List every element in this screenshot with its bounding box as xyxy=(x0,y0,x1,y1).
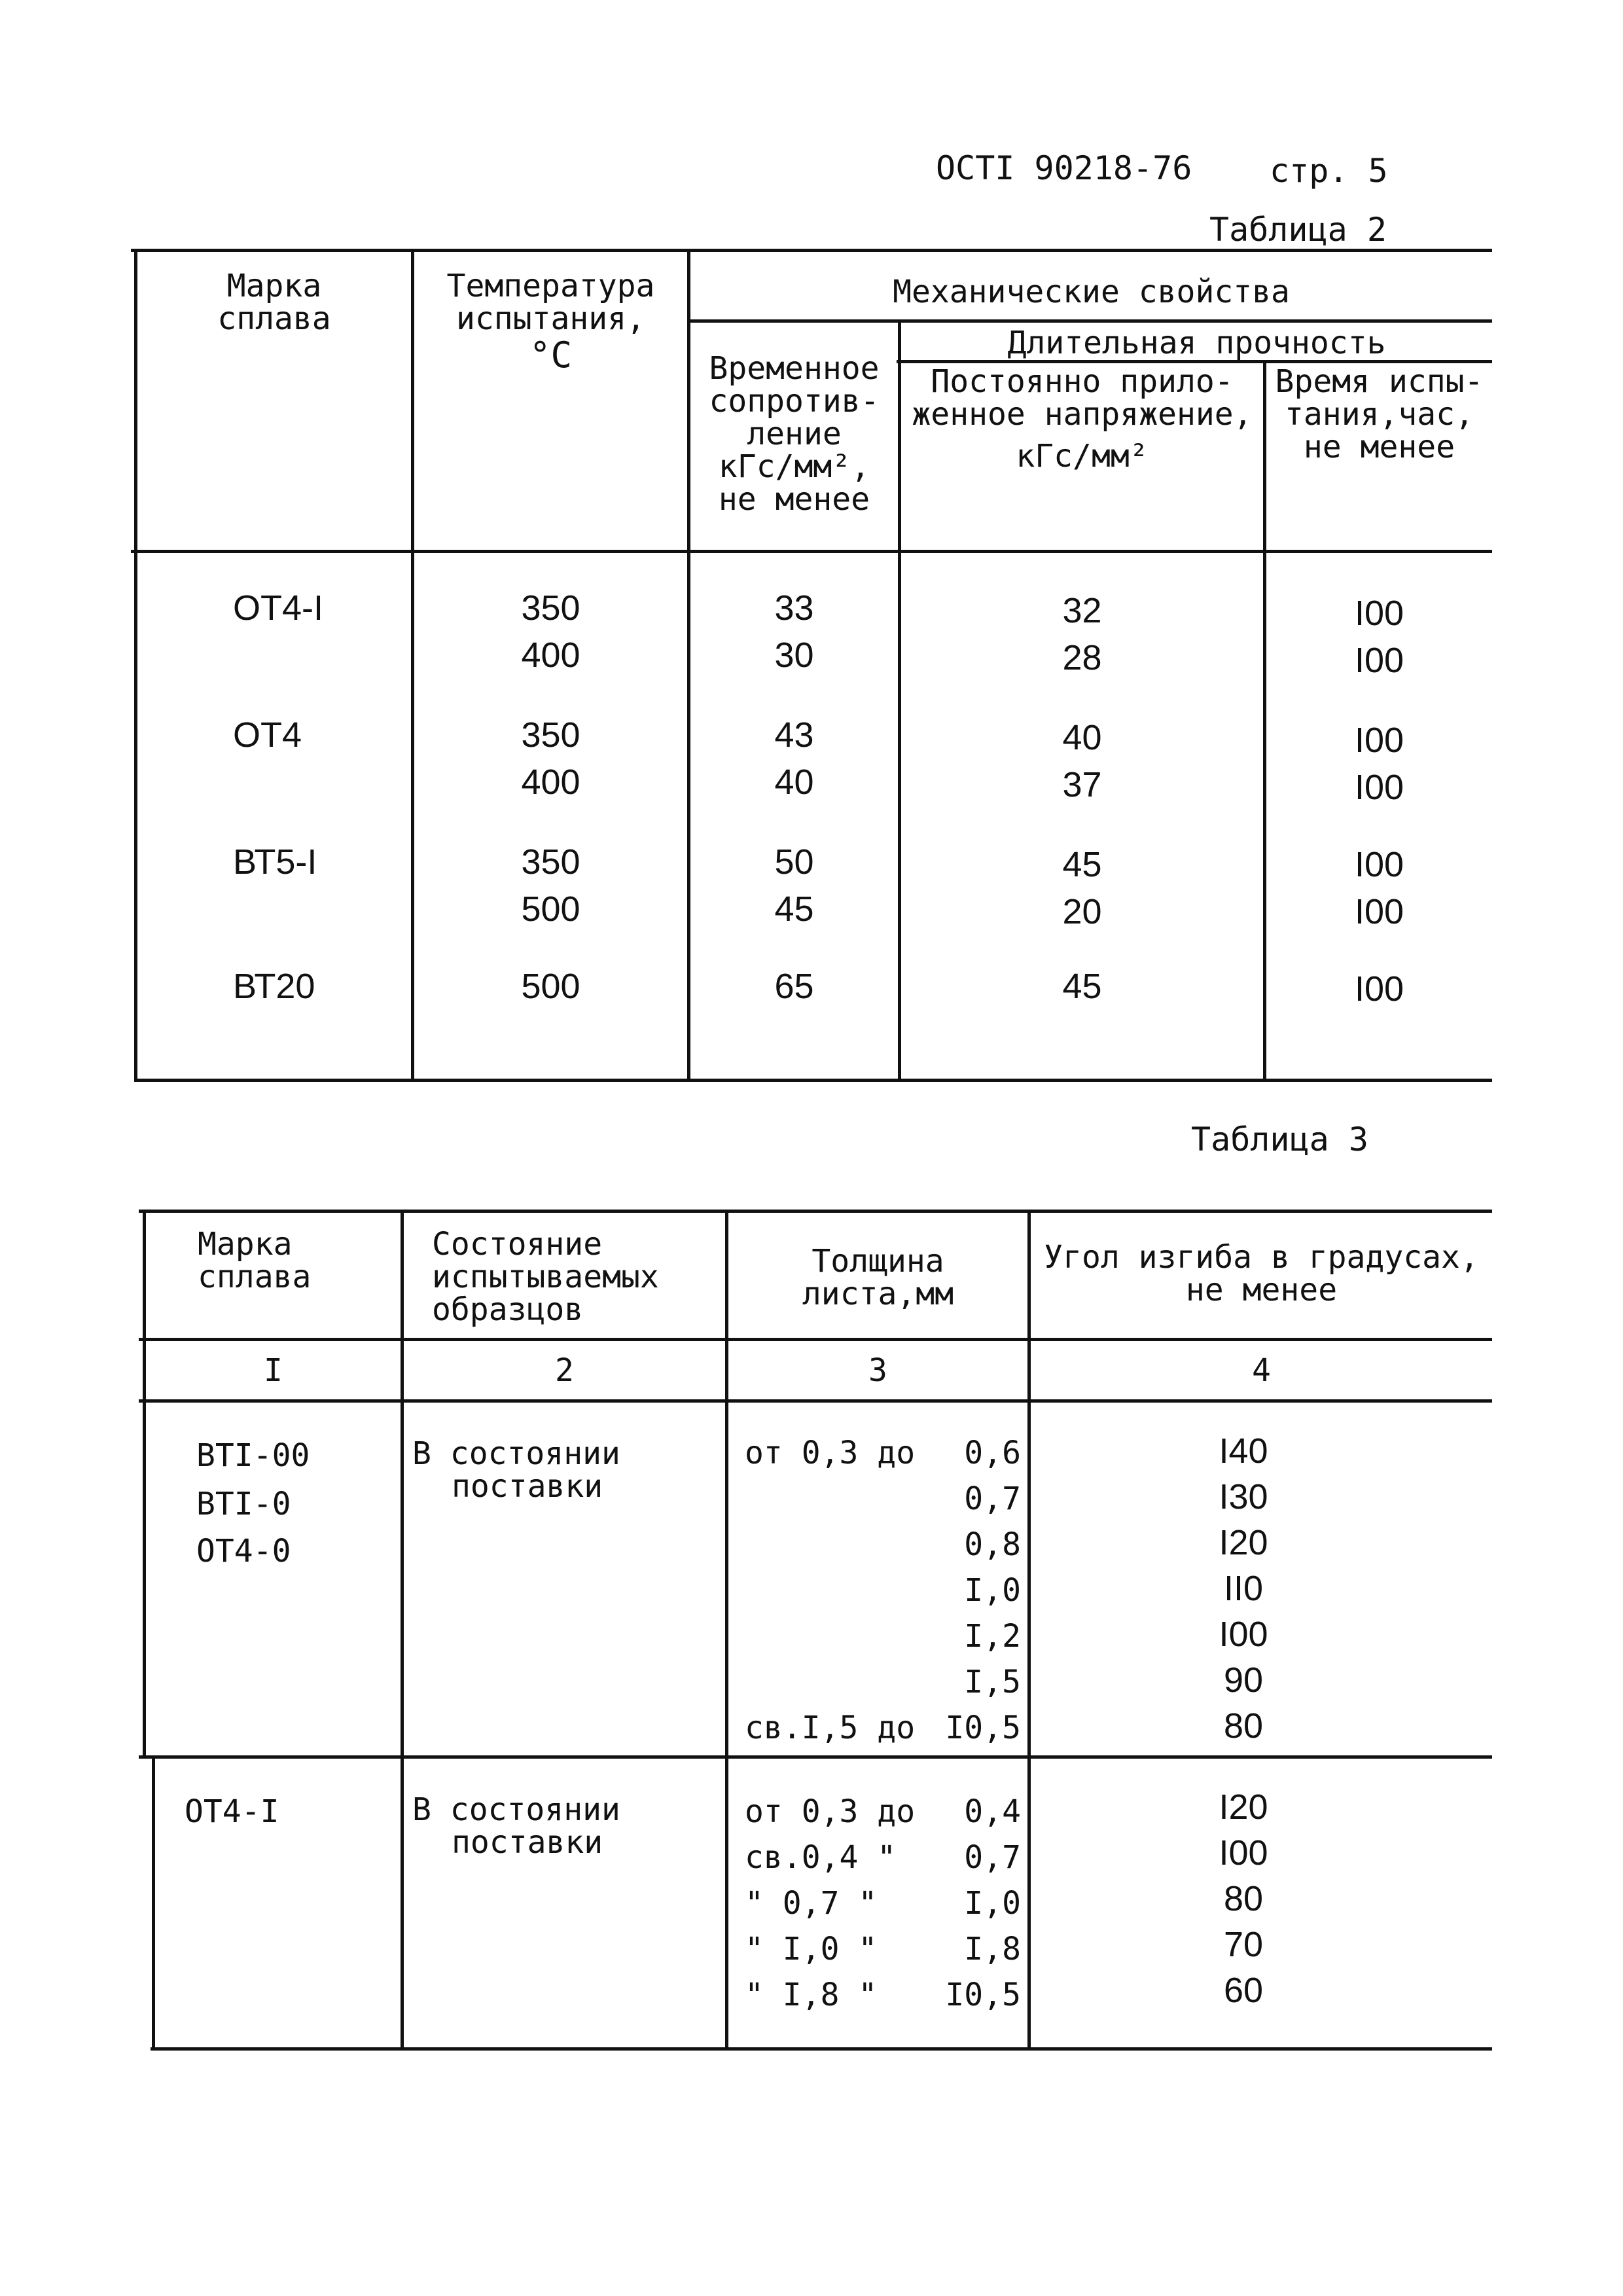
table3-header-bottom xyxy=(139,1338,1492,1341)
grade-cell: ОТ4-I xyxy=(185,1793,279,1830)
tensile-strength-header: Временное сопротив- ление кГс/мм², не менее xyxy=(709,350,880,518)
thickness-upper-cell: 0,4 xyxy=(964,1793,1021,1830)
bend-angle-cell: 80 xyxy=(1223,1879,1264,1918)
table2-left-border xyxy=(134,249,137,1082)
page-number: стр. 5 xyxy=(1270,152,1388,190)
time-cell: I00 xyxy=(1354,845,1404,884)
thickness-range-cell: " 0,7 " xyxy=(745,1885,878,1922)
tensile-strength-cell: 30 xyxy=(774,636,814,675)
stress-cell: 37 xyxy=(1062,765,1102,804)
thickness-range-cell: от 0,3 до xyxy=(745,1435,916,1471)
temperature-cell: 350 xyxy=(521,588,580,628)
thickness-upper-cell: 0,8 xyxy=(964,1526,1021,1563)
thickness-upper-cell: I,5 xyxy=(964,1664,1021,1700)
sample-state-cell: В состоянии поставки xyxy=(412,1435,620,1505)
bend-angle-cell: II0 xyxy=(1223,1569,1264,1608)
bend-angle-cell: I00 xyxy=(1219,1615,1268,1654)
table3-left-border xyxy=(143,1210,146,1755)
stress-cell: 32 xyxy=(1062,591,1102,630)
applied-stress-header: Постоянно прило- женное напряжение, кГс/мм² xyxy=(912,363,1253,475)
bend-angle-cell: I30 xyxy=(1219,1477,1268,1516)
sample-state-header: Состояние испытываемых образцов xyxy=(432,1226,659,1328)
thickness-range-cell: " I,8 " xyxy=(745,1977,878,2013)
column-number: 4 xyxy=(1252,1352,1271,1389)
bend-angle-cell: 70 xyxy=(1223,1925,1264,1964)
stress-cell: 28 xyxy=(1062,638,1102,677)
table2-top-border xyxy=(131,249,1492,252)
grade-cell: ВТI-00 xyxy=(196,1437,310,1474)
thickness-upper-cell: I,0 xyxy=(964,1572,1021,1609)
table2-bottom-border xyxy=(134,1079,1492,1082)
table2-header-bottom xyxy=(131,550,1492,553)
tensile-strength-cell: 65 xyxy=(774,967,814,1006)
grade-cell: ОТ4 xyxy=(233,715,302,755)
thickness-upper-cell: 0,6 xyxy=(964,1435,1021,1471)
time-cell: I00 xyxy=(1354,594,1404,633)
time-cell: I00 xyxy=(1354,892,1404,931)
sheet-thickness-header: Толщина листа,мм xyxy=(802,1243,954,1312)
bend-angle-cell: I20 xyxy=(1219,1787,1268,1827)
table3-caption: Таблица 3 xyxy=(1191,1121,1368,1158)
thickness-upper-cell: I,0 xyxy=(964,1885,1021,1922)
grade-header: Марка сплава xyxy=(198,1226,312,1295)
tensile-strength-cell: 33 xyxy=(774,588,814,628)
thickness-upper-cell: 0,7 xyxy=(964,1839,1021,1876)
grade-cell: ВТ20 xyxy=(233,967,315,1006)
tensile-strength-cell: 43 xyxy=(774,715,814,755)
bend-angle-cell: 90 xyxy=(1223,1660,1264,1700)
table3-col-divider xyxy=(401,1210,404,2051)
column-number: I xyxy=(264,1352,283,1389)
temperature-cell: 500 xyxy=(521,889,580,929)
grade-cell: ОТ4-0 xyxy=(196,1533,291,1570)
bend-angle-cell: 60 xyxy=(1223,1971,1264,2010)
temperature-cell: 500 xyxy=(521,967,580,1006)
time-cell: I00 xyxy=(1354,721,1404,760)
temperature-header: Температура испытания, °С xyxy=(414,270,687,372)
mechanical-properties-header: Механические свойства xyxy=(893,274,1290,310)
tensile-strength-cell: 40 xyxy=(774,762,814,802)
thickness-upper-cell: I0,5 xyxy=(945,1977,1021,2013)
table3-col-divider xyxy=(725,1210,728,2051)
time-cell: I00 xyxy=(1354,768,1404,807)
temperature-unit: °С xyxy=(529,334,573,376)
table3-bottom-border xyxy=(151,2047,1492,2051)
stress-cell: 20 xyxy=(1062,892,1102,931)
sample-state-cell: В состоянии поставки xyxy=(412,1791,620,1861)
table2-caption: Таблица 2 xyxy=(1209,211,1387,249)
long-term-strength-header: Длительная прочность xyxy=(1007,325,1386,361)
table3-left-border xyxy=(152,1755,155,2051)
temperature-cell: 400 xyxy=(521,762,580,802)
tensile-strength-cell: 50 xyxy=(774,842,814,882)
thickness-upper-cell: 0,7 xyxy=(964,1480,1021,1517)
thickness-upper-cell: I,8 xyxy=(964,1931,1021,1967)
table3-group-divider xyxy=(139,1755,1492,1759)
thickness-upper-cell: I,2 xyxy=(964,1618,1021,1655)
temperature-cell: 400 xyxy=(521,636,580,675)
bend-angle-cell: I40 xyxy=(1219,1431,1268,1471)
tensile-strength-cell: 45 xyxy=(774,889,814,929)
table3-colnum-bottom xyxy=(139,1399,1492,1403)
column-number: 3 xyxy=(868,1352,887,1389)
time-cell: I00 xyxy=(1354,969,1404,1009)
bend-angle-cell: 80 xyxy=(1223,1706,1264,1746)
grade-cell: ОТ4-I xyxy=(233,588,324,628)
document-code: ОСТI 90218-76 xyxy=(936,149,1192,187)
grade-header: Марка сплава xyxy=(217,268,331,337)
column-number: 2 xyxy=(555,1352,574,1389)
temperature-cell: 350 xyxy=(521,715,580,755)
thickness-range-cell: св.I,5 до xyxy=(745,1710,916,1746)
thickness-upper-cell: I0,5 xyxy=(945,1710,1021,1746)
stress-cell: 45 xyxy=(1062,967,1102,1006)
stress-cell: 45 xyxy=(1062,845,1102,884)
bend-angle-header: Угол изгиба в градусах, не менее xyxy=(1044,1239,1479,1308)
bend-angle-cell: I00 xyxy=(1219,1833,1268,1873)
thickness-range-cell: " I,0 " xyxy=(745,1931,878,1967)
table3-col-divider xyxy=(1027,1210,1031,2051)
table2-mech-divider xyxy=(687,319,1492,323)
stress-cell: 40 xyxy=(1062,718,1102,757)
test-time-header: Время испы- тания,час, не менее xyxy=(1275,363,1484,465)
grade-cell: ВТI-0 xyxy=(196,1486,291,1522)
thickness-range-cell: от 0,3 до xyxy=(745,1793,916,1830)
table3-top-border xyxy=(139,1210,1492,1213)
grade-cell: ВТ5-I xyxy=(233,842,317,882)
thickness-range-cell: св.0,4 " xyxy=(745,1839,897,1876)
time-cell: I00 xyxy=(1354,641,1404,680)
temperature-cell: 350 xyxy=(521,842,580,882)
bend-angle-cell: I20 xyxy=(1219,1523,1268,1562)
